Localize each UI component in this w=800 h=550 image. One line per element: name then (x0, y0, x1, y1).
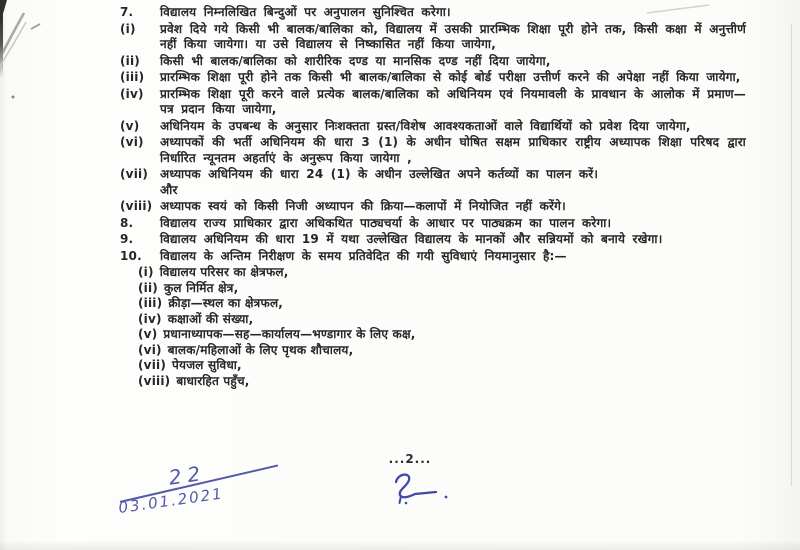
list-item-vii (120, 167, 748, 198)
sub-item-marker: (v) (138, 327, 158, 341)
sub-item-marker: (vi) (138, 342, 162, 357)
item-marker: (v) (120, 118, 140, 133)
sub-item-text: विद्यालय परिसर का क्षेत्रफल, (159, 265, 289, 279)
list-item-viii (120, 199, 748, 215)
sub-item-text: क्रीड़ा—स्थल का क्षेत्रफल, (168, 296, 284, 310)
item-text: अधिनियम के उपबन्ध के अनुसार निःशक्तता ग्रस्त/विशेष आवश्यकताओं वाले विद्यार्थियों को प्रवेश दिया जायेगा, (160, 118, 691, 133)
sub-item-text: बाधारहित पहुँच, (176, 373, 250, 388)
sub-item-marker: (vii) (138, 358, 167, 372)
sub-item-text: प्रधानाध्यापक—सह—कार्यालय—भण्डागार के लिए कक्ष, (163, 327, 416, 341)
item-marker: 10. (120, 248, 142, 263)
sub-item-text: पेयजल सुविधा, (172, 358, 242, 372)
item-marker: (i) (120, 21, 136, 36)
list-item-v (120, 119, 748, 135)
item-marker: (ii) (120, 53, 140, 68)
corner-fold-mark (0, 0, 70, 190)
item-text: विद्यालय राज्य प्राधिकार द्वारा अधिकथित पाठ्यचर्या के आधार पर पाठ्यक्रम का पालन करेगा। (160, 215, 612, 230)
sub-item-marker: (i) (138, 265, 154, 279)
list-item-7 (120, 5, 748, 21)
item-text-continuation: और (160, 182, 178, 197)
list-item-ii (120, 54, 748, 70)
sub-item-text: कक्षाओं की संख्या, (167, 311, 254, 326)
list-item-i (120, 22, 748, 53)
item-text: विद्यालय के अन्तिम निरीक्षण के समय प्रतिवेदित की गयी सुविधाएं नियमानुसार है:— (160, 248, 567, 263)
scan-edge-line (791, 24, 792, 486)
page-number: ...2... (388, 452, 432, 466)
item-marker: (viii) (120, 199, 153, 213)
item-marker: (vi) (120, 135, 144, 149)
list-item-iv (120, 87, 748, 118)
item-text: अध्यापक स्वयं को किसी निजी अध्यापन की क्रिया—कलापों में नियोजित नहीं करेंगे। (160, 199, 566, 213)
item-marker: (iii) (120, 70, 145, 84)
item-text: प्रारम्भिक शिक्षा पूरी करने वाले प्रत्येक बालक/बालिका को अधिनियम एवं नियमावली के प्रावधान के आलोक में प्रमाण—पत्र प्रदान किया जायेगा, (160, 86, 746, 116)
item-text-line: अध्यापक अधिनियम की धारा 24 (1) के अधीन उल्लेखित अपने कर्तव्यों का पालन करें। (160, 167, 599, 181)
item-text: प्रवेश दिये गये किसी भी बालक/बालिका को, विद्यालय में उसकी प्रारम्भिक शिक्षा पूरी होने तक, किसी कक्षा में अनुत्तीर्ण नहीं किया जायेगा। या उसे विद्यालय से निष्कासित नहीं किया जायेगा, (160, 21, 746, 51)
sub-item-marker: (viii) (138, 373, 171, 388)
item-marker: (vii) (120, 167, 149, 181)
sub-item-marker: (iv) (138, 311, 162, 326)
list-item-10 (120, 249, 748, 265)
sub-item-text: बालक/महिलाओं के लिए पृथक शौचालय, (167, 342, 354, 357)
item-marker: (iv) (120, 86, 144, 101)
sub-list-item (138, 296, 748, 312)
sub-list-item (138, 343, 748, 359)
handwritten-number: 22 (167, 460, 208, 490)
signature-squiggle (378, 470, 458, 510)
list-item-9 (120, 232, 748, 248)
inspection-sub-list (138, 265, 748, 389)
list-item-8 (120, 216, 748, 232)
sub-list-item (138, 358, 748, 374)
item-text: विद्यालय निम्नलिखित बिन्दुओं पर अनुपालन सुनिश्चित करेगा। (160, 5, 451, 19)
item-text: किसी भी बालक/बालिका को शारीरिक दण्ड या मानसिक दण्ड नहीं दिया जायेगा, (160, 53, 551, 68)
sub-list-item (138, 281, 748, 297)
item-text: विद्यालय अधिनियम की धारा 19 में यथा उल्लेखित विद्यालय के मानकों और सन्नियमों को बनाये रखेगा। (160, 232, 663, 246)
item-marker: 8. (120, 215, 134, 230)
item-marker: 7. (120, 5, 134, 19)
sub-list-item (138, 374, 748, 390)
sub-item-marker: (ii) (138, 280, 158, 295)
sub-list-item (138, 265, 748, 281)
item-text (160, 167, 746, 198)
item-text: प्रारम्भिक शिक्षा पूरी होने तक किसी भी बालक/बालिका से कोई बोर्ड परीक्षा उत्तीर्ण करने की अपेक्षा नहीं किया जायेगा, (160, 70, 741, 84)
sub-item-text: कुल निर्मित क्षेत्र, (164, 280, 239, 295)
document-body (120, 5, 748, 389)
handwritten-date-annotation (114, 449, 308, 517)
item-marker: 9. (120, 232, 134, 246)
item-text: अध्यापकों की भर्ती अधिनियम की धारा 3 (1) के अधीन घोषित सक्षम प्राधिकार राष्ट्रीय अध्यापक शिक्षा परिषद द्वारा निर्धारित न्यूनतम अहर्ताएं के अनुरूप किया जायेगा , (160, 135, 746, 165)
list-item-iii (120, 70, 748, 86)
list-item-vi (120, 135, 748, 166)
sub-list-item (138, 312, 748, 328)
sub-item-marker: (iii) (138, 296, 163, 310)
handwritten-date: 03.01.2021 (117, 484, 225, 518)
sub-list-item (138, 327, 748, 343)
